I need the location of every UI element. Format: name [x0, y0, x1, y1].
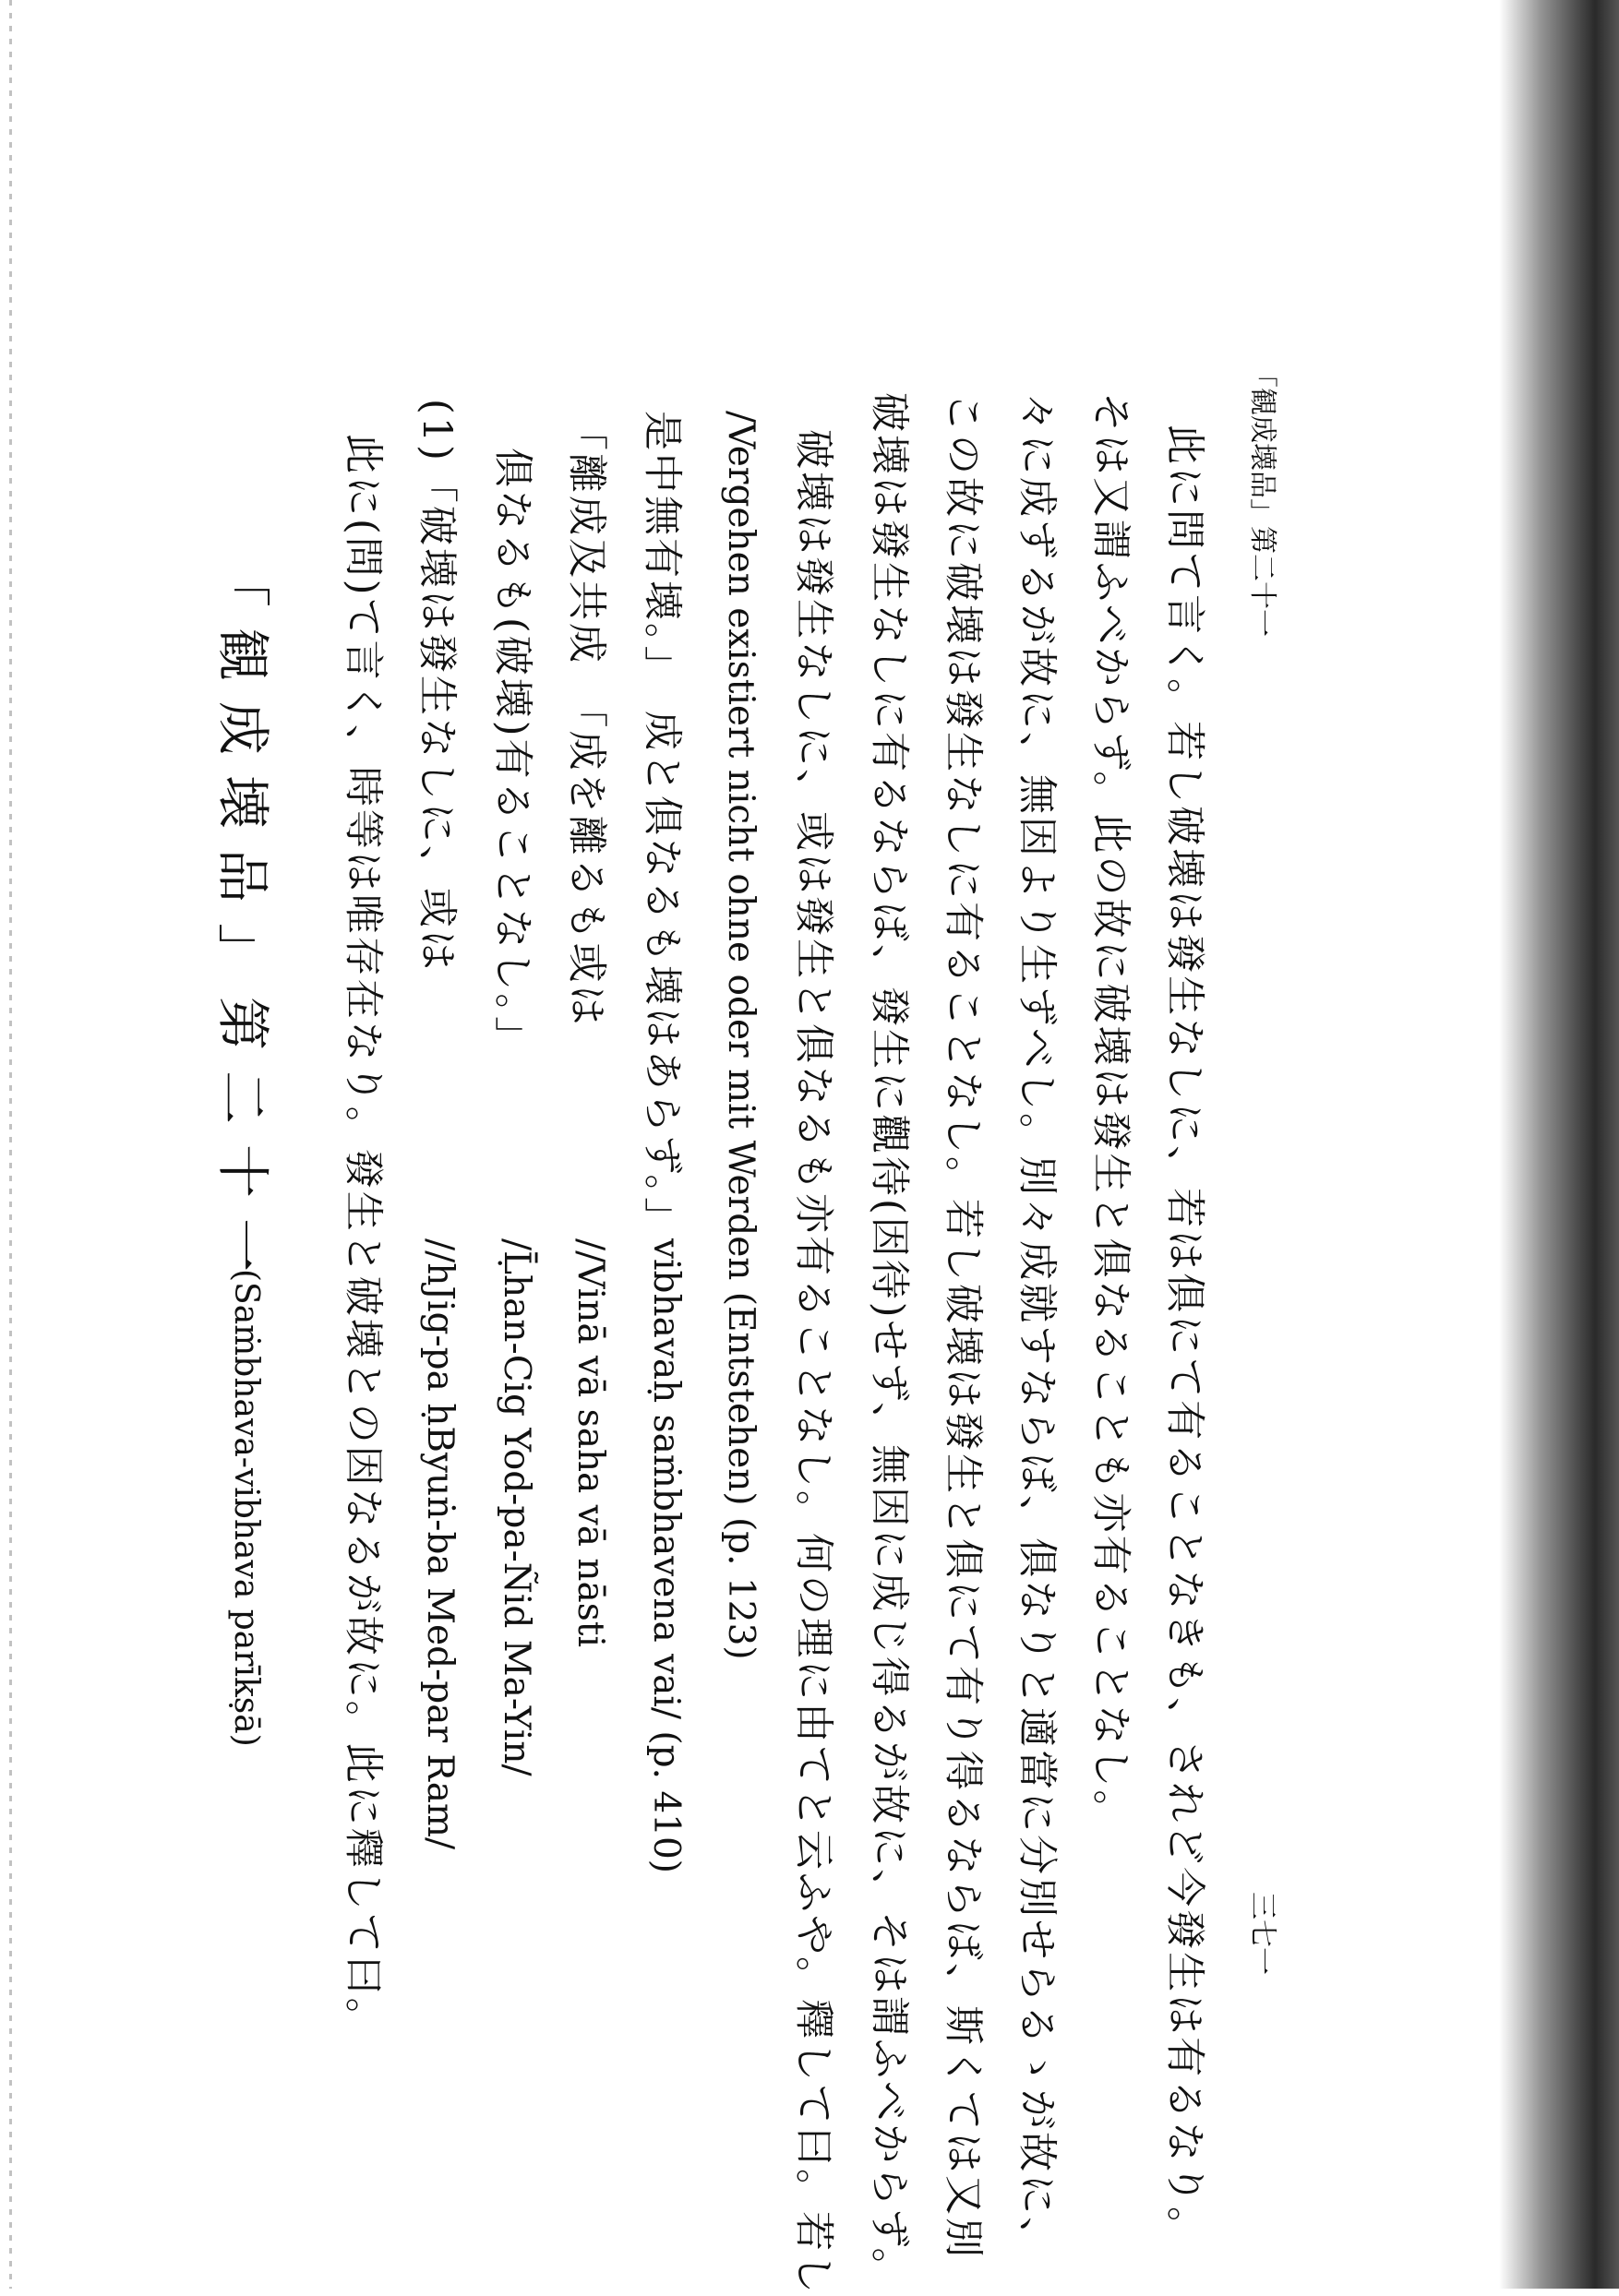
page-number: 三七一 [1246, 1892, 1278, 1975]
sanskrit-line-2: vibhavaḥ saṁbhavena vai/ (p. 410) [645, 1238, 687, 1874]
text-line-4: この故に破壊は發生なしに有ることなし。若し破壊は發生と俱にて有り得るならば、斯くては又別 [940, 392, 986, 2260]
title-sanskrit: (Saṁbhava-vibhava parīkṣā) [227, 1269, 265, 1747]
tibetan-line-1: //hJig-pa ḥByuṅ-ba Med-par Ram/ [419, 1238, 461, 1850]
tibetan-line-2: /Ḹhan-Cig Yod-pa-Ñid Ma-Yin/ [496, 1238, 537, 1776]
text-line-3: 破壊は發生なしに有るならば、發生に觀待(因待)せず、無因に成じ得るが故に、そは謂ふべからず。 [866, 392, 912, 2290]
text-line-1: 此に(問)て言く、時等は唯存在なり。發生と破壊との因なるが故に。此に釋して曰。 [340, 434, 386, 2040]
sanskrit-line-1: //Vinā vā saha vā nāsti [570, 1238, 611, 1647]
page-title: 「観成壊品」第二十一 [211, 554, 274, 1293]
text-line-6: そは又謂ふべからず。此の故に破壊は發生と俱なることも亦有ることなし。 [1087, 392, 1133, 1833]
verse-line-2: 俱なるも(破壊)有ることなし。」 [489, 448, 535, 1059]
text-line-7: 此に問て言く。若し破壊は發生なしに、若は俱にて有ることなきも、されど今發生は有るなり。 [1161, 425, 1207, 2250]
chinese-verse-line-1: 「離成及共成 「成を離るも或は [563, 411, 609, 1028]
text-line-5: 々に成ずるが故に、無因より生ずべし。別々成就すならば、俱なりと適當に分別せらるゝが故に、 [1013, 392, 1060, 2260]
chinese-verse-line-2: 是中無有壊。」 成と俱なるも壊はあらず。」 [639, 411, 685, 1240]
verse-line-1: (1)「破壊は發生なしに、或は [414, 399, 460, 973]
running-footer: 「観成壊品」第二十一 [1246, 360, 1278, 637]
german-line: /Vergehen existiert nicht ohne oder mit Werden (Entstehen) (p. 123) [720, 411, 762, 1660]
text-line-2: 破壊は發生なしに、或は發生と俱なるも亦有ることなし。何の理に由てと云ふや。釋して曰。若し [790, 429, 836, 2296]
